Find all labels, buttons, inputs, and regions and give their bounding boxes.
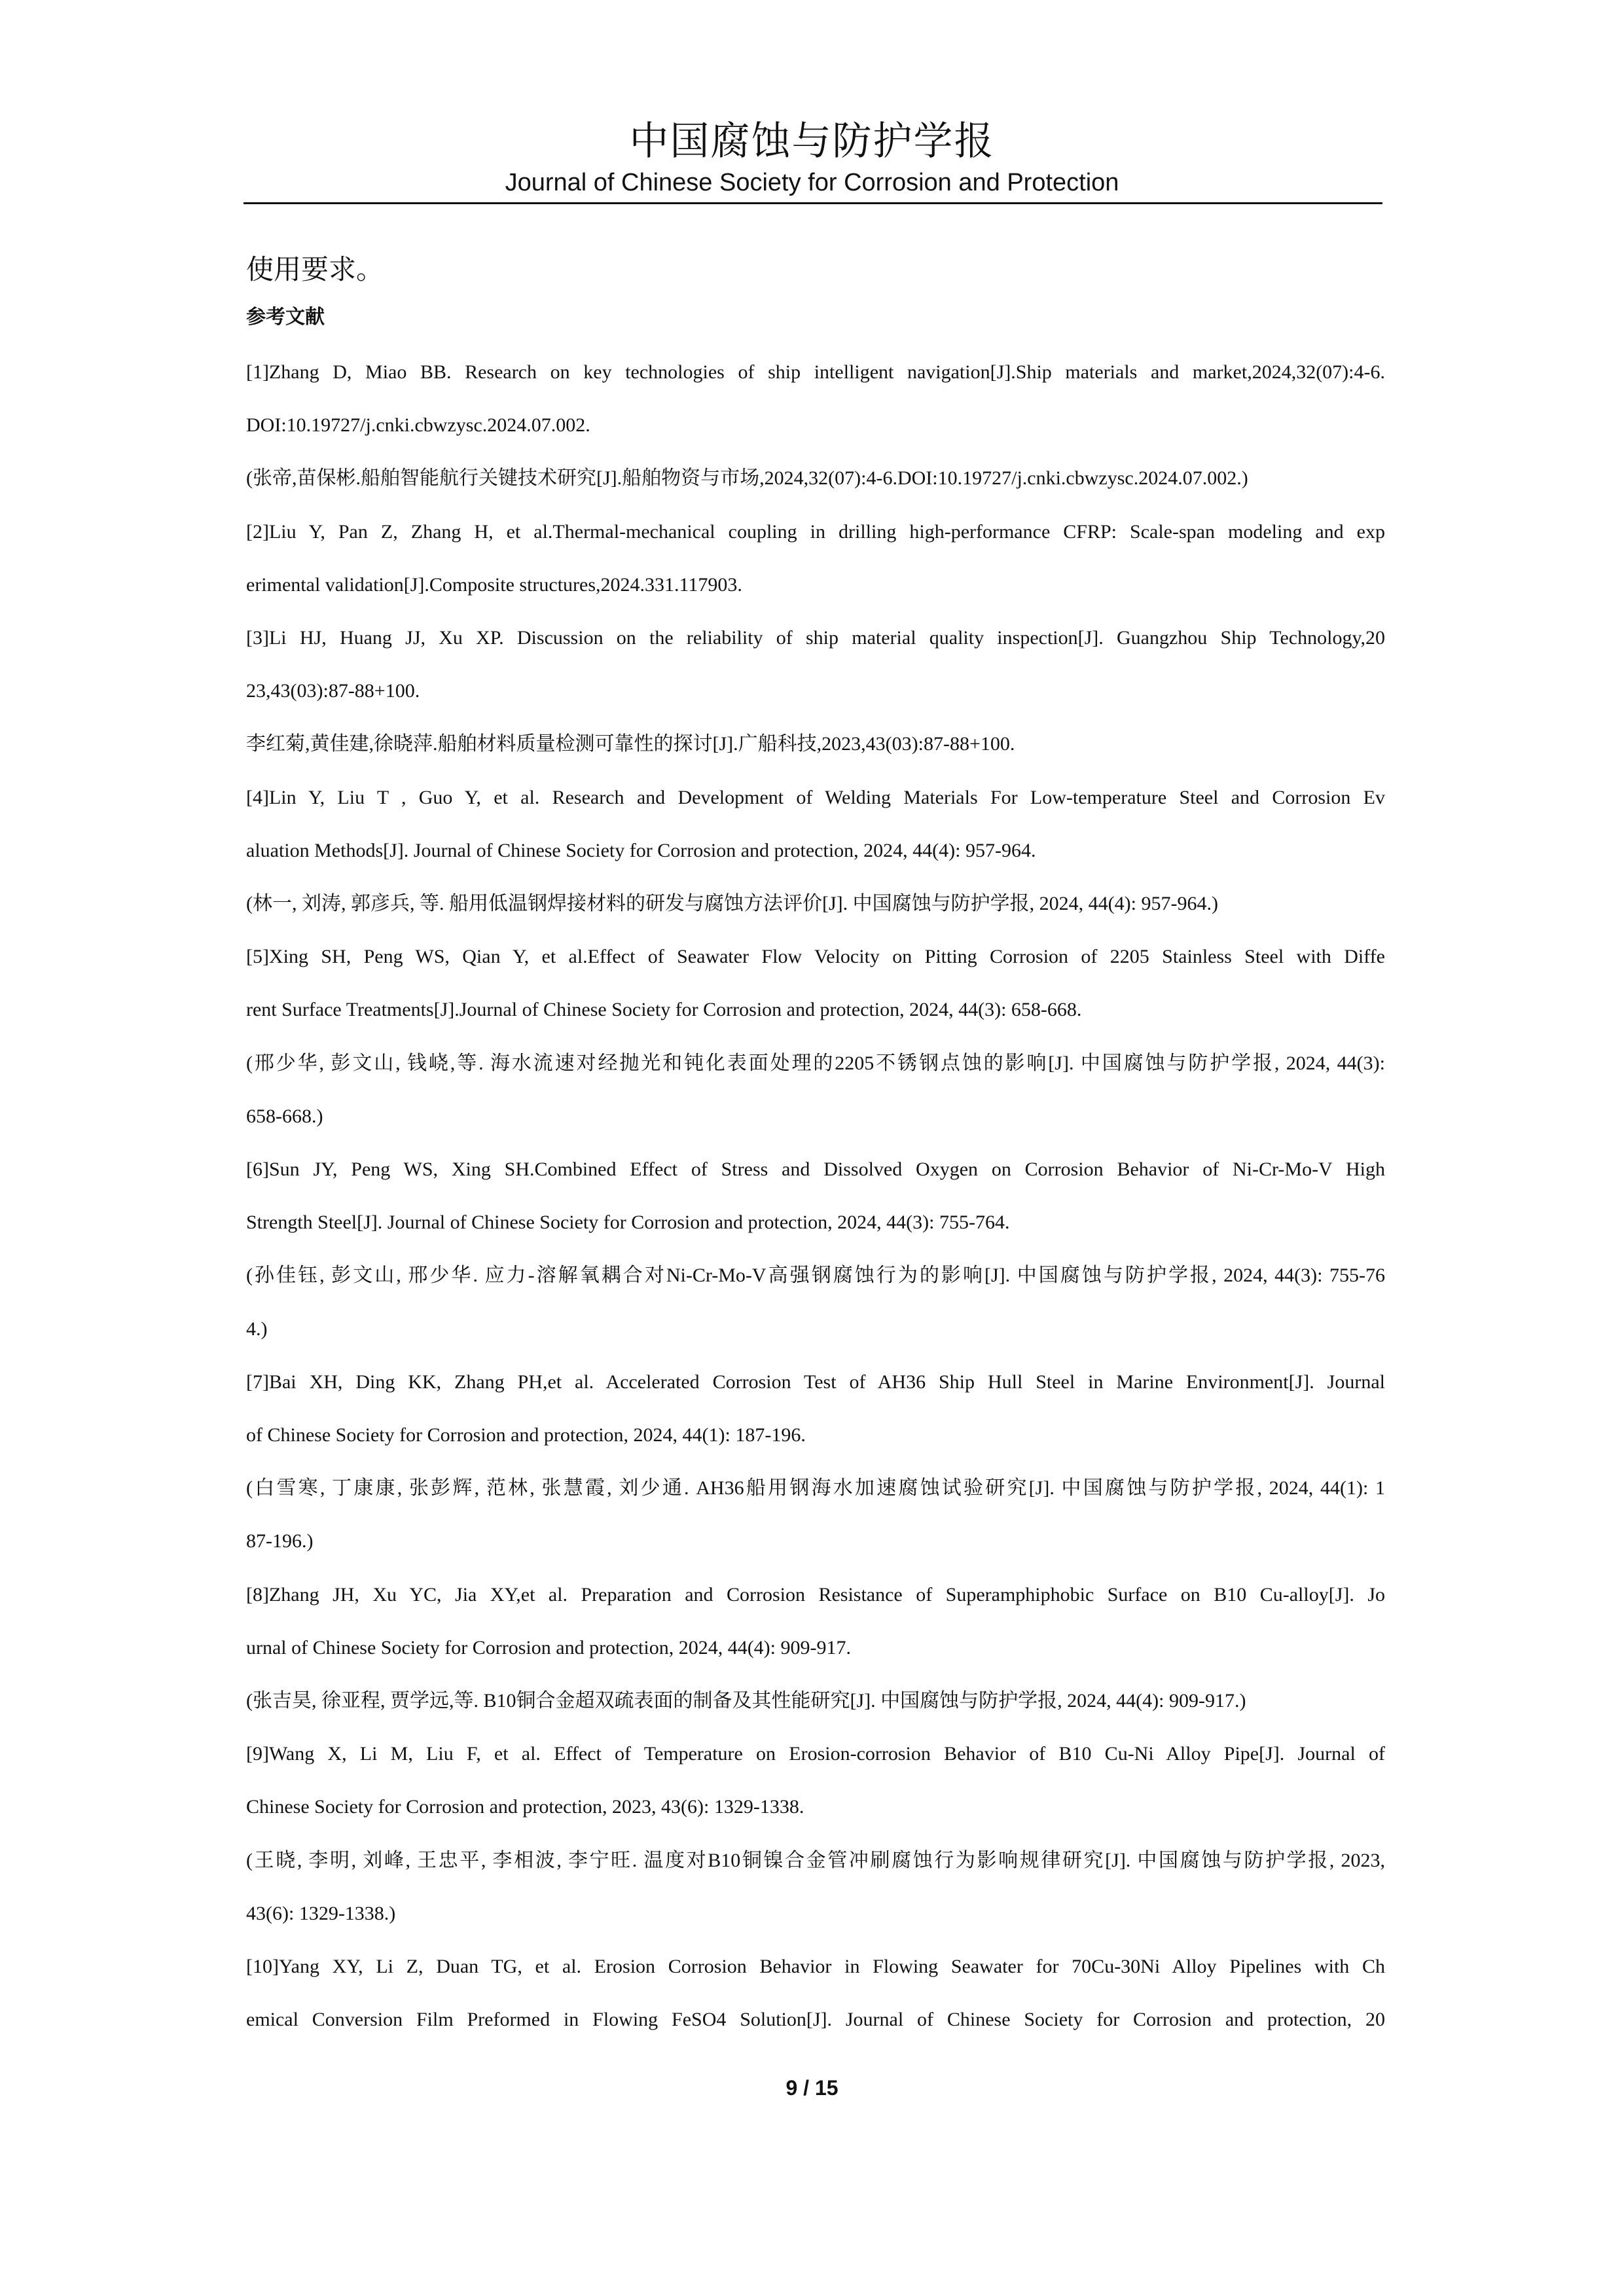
reference-line: [8]Zhang JH, Xu YC, Jia XY,et al. Preparation and Corrosion Resistance of Superamphiphobic Surface on B10 Cu-alloy[J]. Jo bbox=[246, 1584, 1385, 1605]
lead-text: 使用要求。 bbox=[246, 253, 384, 285]
reference-line: (林一, 刘涛, 郭彦兵, 等. 船用低温钢焊接材料的研发与腐蚀方法评价[J]. 中国腐蚀与防护学报, 2024, 44(4): 957-964.) bbox=[246, 893, 1218, 914]
reference-line: Chinese Society for Corrosion and protection, 2023, 43(6): 1329-1338. bbox=[246, 1796, 804, 1818]
reference-line: of Chinese Society for Corrosion and protection, 2024, 44(1): 187-196. bbox=[246, 1424, 806, 1446]
reference-line: [6]Sun JY, Peng WS, Xing SH.Combined Effect of Stress and Dissolved Oxygen on Corrosion Behavior of Ni-Cr-Mo-V High bbox=[246, 1158, 1385, 1180]
reference-line: 李红菊,黄佳建,徐晓萍.船舶材料质量检测可靠性的探讨[J].广船科技,2023,43(03):87-88+100. bbox=[246, 733, 1015, 755]
reference-line: [3]Li HJ, Huang JJ, Xu XP. Discussion on the reliability of ship material quality inspection[J]. Guangzhou Ship Technology,20 bbox=[246, 627, 1385, 649]
journal-title-english: Journal of Chinese Society for Corrosion and Protection bbox=[505, 169, 1119, 196]
reference-line: [4]Lin Y, Liu T , Guo Y, et al. Research and Development of Welding Materials For Low-temperature Steel and Corrosion Ev bbox=[246, 787, 1385, 808]
reference-line: 4.) bbox=[246, 1318, 268, 1340]
references-heading: 参考文献 bbox=[246, 306, 325, 329]
reference-line: 658-668.) bbox=[246, 1105, 323, 1127]
reference-line: (邢少华, 彭文山, 钱峣,等. 海水流速对经抛光和钝化表面处理的2205不锈钢点蚀的影响[J]. 中国腐蚀与防护学报, 2024, 44(3): bbox=[246, 1052, 1385, 1074]
reference-line: rent Surface Treatments[J].Journal of Chinese Society for Corrosion and protection, 2024, 44(3): 658-668. bbox=[246, 999, 1082, 1020]
reference-line: (孙佳钰, 彭文山, 邢少华. 应力-溶解氧耦合对Ni-Cr-Mo-V高强钢腐蚀行为的影响[J]. 中国腐蚀与防护学报, 2024, 44(3): 755-76 bbox=[246, 1265, 1385, 1286]
reference-line: [7]Bai XH, Ding KK, Zhang PH,et al. Accelerated Corrosion Test of AH36 Ship Hull Steel in Marine Environment[J]. Journal bbox=[246, 1371, 1385, 1393]
reference-line: [5]Xing SH, Peng WS, Qian Y, et al.Effect of Seawater Flow Velocity on Pitting Corrosion of 2205 Stainless Steel with Diffe bbox=[246, 946, 1385, 967]
reference-line: (张帝,苗保彬.船舶智能航行关键技术研究[J].船舶物资与市场,2024,32(07):4-6.DOI:10.19727/j.cnki.cbwzysc.2024.07.002.) bbox=[246, 467, 1248, 489]
reference-line: 23,43(03):87-88+100. bbox=[246, 680, 420, 702]
journal-title-chinese: 中国腐蚀与防护学报 bbox=[629, 118, 995, 164]
reference-line: 87-196.) bbox=[246, 1530, 314, 1552]
reference-line: (王晓, 李明, 刘峰, 王忠平, 李相波, 李宁旺. 温度对B10铜镍合金管冲刷腐蚀行为影响规律研究[J]. 中国腐蚀与防护学报, 2023, bbox=[246, 1850, 1385, 1871]
reference-line: [10]Yang XY, Li Z, Duan TG, et al. Erosion Corrosion Behavior in Flowing Seawater for 70Cu-30Ni Alloy Pipelines with Ch bbox=[246, 1956, 1385, 1977]
reference-line: (白雪寒, 丁康康, 张彭辉, 范林, 张慧霞, 刘少通. AH36船用钢海水加速腐蚀试验研究[J]. 中国腐蚀与防护学报, 2024, 44(1): 1 bbox=[246, 1477, 1385, 1499]
reference-line: [1]Zhang D, Miao BB. Research on key technologies of ship intelligent navigation[J].Ship materials and market,2024,32(07):4-6. bbox=[246, 361, 1385, 383]
header-divider bbox=[244, 202, 1382, 204]
reference-line: (张吉昊, 徐亚程, 贾学远,等. B10铜合金超双疏表面的制备及其性能研究[J]. 中国腐蚀与防护学报, 2024, 44(4): 909-917.) bbox=[246, 1690, 1246, 1712]
reference-line: aluation Methods[J]. Journal of Chinese Society for Corrosion and protection, 2024, 44(4): 957-964. bbox=[246, 840, 1036, 861]
reference-line: Strength Steel[J]. Journal of Chinese Society for Corrosion and protection, 2024, 44(3): 755-764. bbox=[246, 1211, 1010, 1233]
reference-line: [9]Wang X, Li M, Liu F, et al. Effect of Temperature on Erosion-corrosion Behavior of B10 Cu-Ni Alloy Pipe[J]. Journal of bbox=[246, 1743, 1385, 1765]
reference-line: emical Conversion Film Preformed in Flowing FeSO4 Solution[J]. Journal of Chinese Society for Corrosion and protection, 20 bbox=[246, 2009, 1385, 2030]
page-number: 9 / 15 bbox=[785, 2076, 839, 2100]
reference-line: erimental validation[J].Composite structures,2024.331.117903. bbox=[246, 574, 742, 596]
reference-line: urnal of Chinese Society for Corrosion and protection, 2024, 44(4): 909-917. bbox=[246, 1637, 851, 1659]
reference-line: DOI:10.19727/j.cnki.cbwzysc.2024.07.002. bbox=[246, 414, 590, 436]
reference-line: [2]Liu Y, Pan Z, Zhang H, et al.Thermal-mechanical coupling in drilling high-performance CFRP: Scale-span modeling and exp bbox=[246, 521, 1385, 543]
reference-line: 43(6): 1329-1338.) bbox=[246, 1903, 396, 1924]
